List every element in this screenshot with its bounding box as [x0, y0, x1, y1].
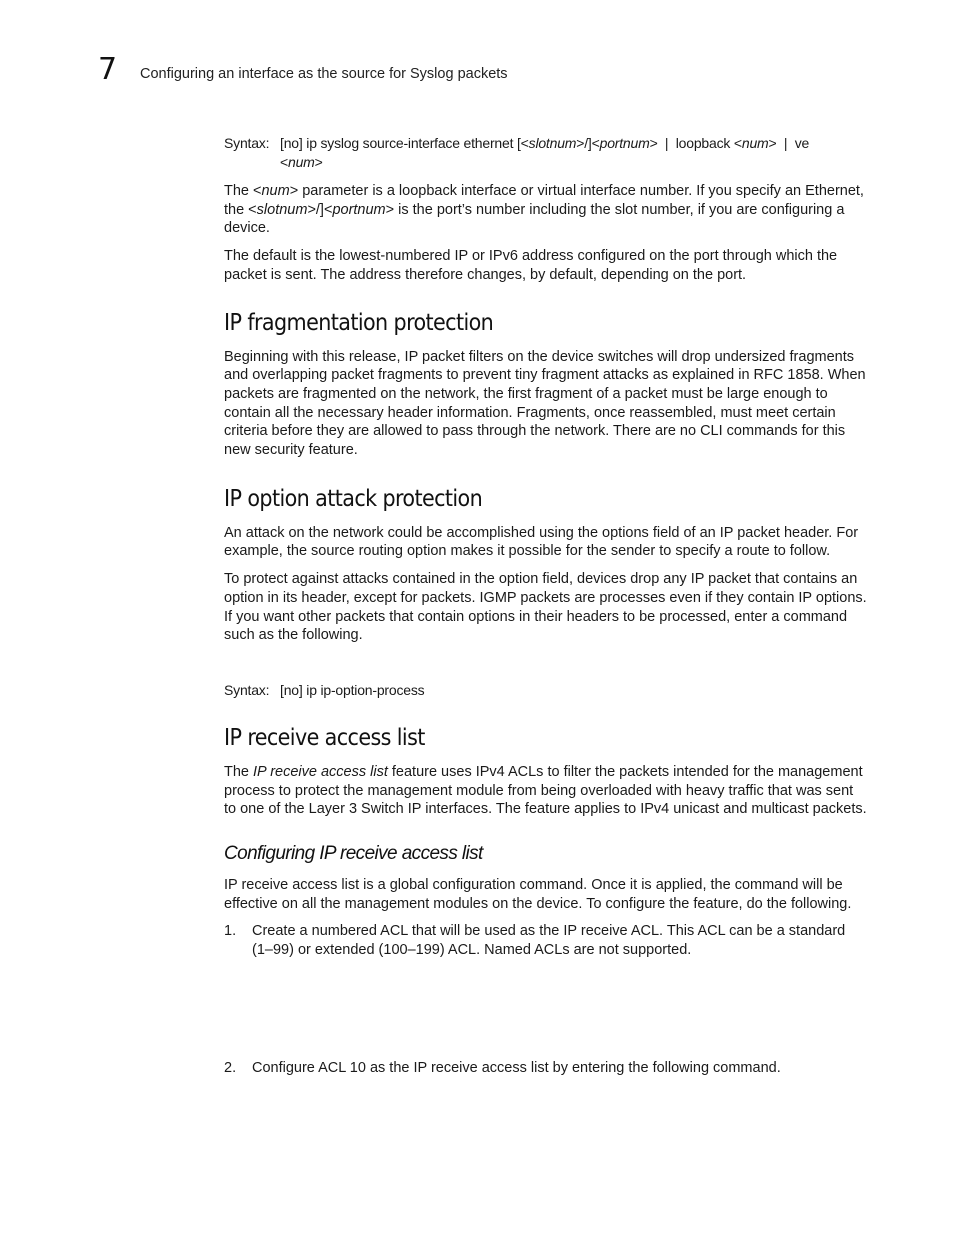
heading-ip-option-attack-protection: IP option attack protection	[224, 485, 483, 512]
running-header-title: Configuring an interface as the source for Syslog packets	[140, 66, 508, 82]
italic-text: num	[741, 135, 769, 151]
text-run: feature uses IPv4 ACLs to filter the packets intended for the management process to protect the management module from being overloaded with heavy traffic that was sent to one of the Layer 3 Switch IP interfaces. The feature applies to IPv4 unicast and multicast packets.	[224, 763, 867, 818]
paragraph-option-protect: To protect against attacks contained in the option field, devices drop any IP packet that contains an option in its header, except for packets. IGMP packets are processes even if they contain IP options. If you want other packets that contain options in their headers to be processed, enter a command such as the following.	[224, 571, 867, 644]
text-run: no	[283, 681, 299, 698]
syntax-syslog-source-interface	[224, 134, 869, 172]
text-run: <	[730, 135, 742, 151]
text-run: >/]<	[307, 201, 333, 218]
syntax-line-2	[280, 153, 869, 172]
italic-text: num	[287, 154, 315, 170]
paragraph-default-address: The default is the lowest-numbered IP or IPv6 address configured on the port through which the packet is sent. The address therefore changes, by default, depending on the port.	[224, 248, 838, 283]
syntax-label: Syntax:	[224, 681, 270, 698]
list-item-text: Create a numbered ACL that will be used as the IP receive ACL. This ACL can be a standard (1–99) or extended (100–199) ACL. Named ACLs are not supported.	[252, 923, 846, 959]
italic-text: IP receive access list	[253, 763, 388, 780]
text-run: [<	[513, 135, 529, 151]
text-run: > |	[768, 135, 795, 151]
text-run: >/]<	[576, 135, 600, 151]
paragraph-receive-access-list	[224, 763, 869, 819]
page-content	[224, 134, 869, 1078]
text-run: ve	[794, 135, 810, 151]
syntax-body	[280, 681, 869, 700]
syntax-label: Syntax:	[224, 135, 270, 151]
text-run: [	[280, 681, 284, 698]
text-run: > |	[649, 135, 676, 151]
syntax-ip-option-process	[224, 681, 869, 700]
text-run: ip ip-option-process	[306, 681, 425, 698]
italic-text: portnum	[332, 201, 386, 218]
text-run: <	[280, 154, 288, 170]
list-item-text: Configure ACL 10 as the IP receive access list by entering the following command.	[252, 1059, 781, 1076]
syntax-body	[280, 134, 869, 172]
text-run: >	[314, 154, 323, 170]
chapter-number: 7	[98, 52, 118, 87]
list-item	[224, 1059, 869, 1078]
italic-text: num	[261, 183, 290, 199]
text-run: ]	[298, 135, 307, 151]
text-run: [	[280, 135, 284, 151]
text-run: no	[283, 135, 299, 151]
text-run: > parameter is a loopback interface or virtual interface number. If you specify an Ethernet, the <	[224, 183, 864, 218]
paragraph-fragmentation: Beginning with this release, IP packet filters on the device switches will drop undersized fragments and overlapping packet fragments to prevent tiny fragment attacks as explained in RFC 1858. When packets are fragmented on the network, the first fragment of a packet must be large enough to contain all the necessary header information. Fragments, once reassembled, must meet certain criteria before they are allowed to pass through the network. There are no CLI commands for this new security feature.	[224, 348, 866, 459]
paragraph-num-parameter	[224, 182, 869, 238]
text-run: ]	[298, 681, 307, 698]
list-item-number: 1.	[224, 923, 237, 940]
text-run: ip syslog source-interface ethernet	[306, 135, 514, 151]
heading-ip-fragmentation-protection: IP fragmentation protection	[224, 309, 494, 336]
heading-configuring-ip-receive-access-list: Configuring IP receive access list	[224, 843, 483, 865]
italic-text: portnum	[599, 135, 650, 151]
text-run: The <	[224, 183, 262, 199]
italic-text: slotnum	[528, 135, 577, 151]
paragraph-config-intro: IP receive access list is a global configuration command. Once it is applied, the command will be effective on all the management modules on the device. To configure the feature, do the following.	[224, 877, 852, 912]
list-item-number: 2.	[224, 1059, 237, 1076]
heading-ip-receive-access-list: IP receive access list	[224, 724, 425, 751]
list-item	[224, 922, 869, 959]
text-run: The	[224, 763, 254, 780]
italic-text: slotnum	[256, 201, 308, 218]
text-run: > is the port’s number including the slot number, if you are configuring a device.	[224, 201, 845, 237]
syntax-line-1	[280, 134, 869, 153]
text-run: loopback	[675, 135, 731, 151]
paragraph-option-attack: An attack on the network could be accomplished using the options field of an IP packet header. For example, the source routing option makes it possible for the sender to specify a route to follow.	[224, 524, 859, 560]
